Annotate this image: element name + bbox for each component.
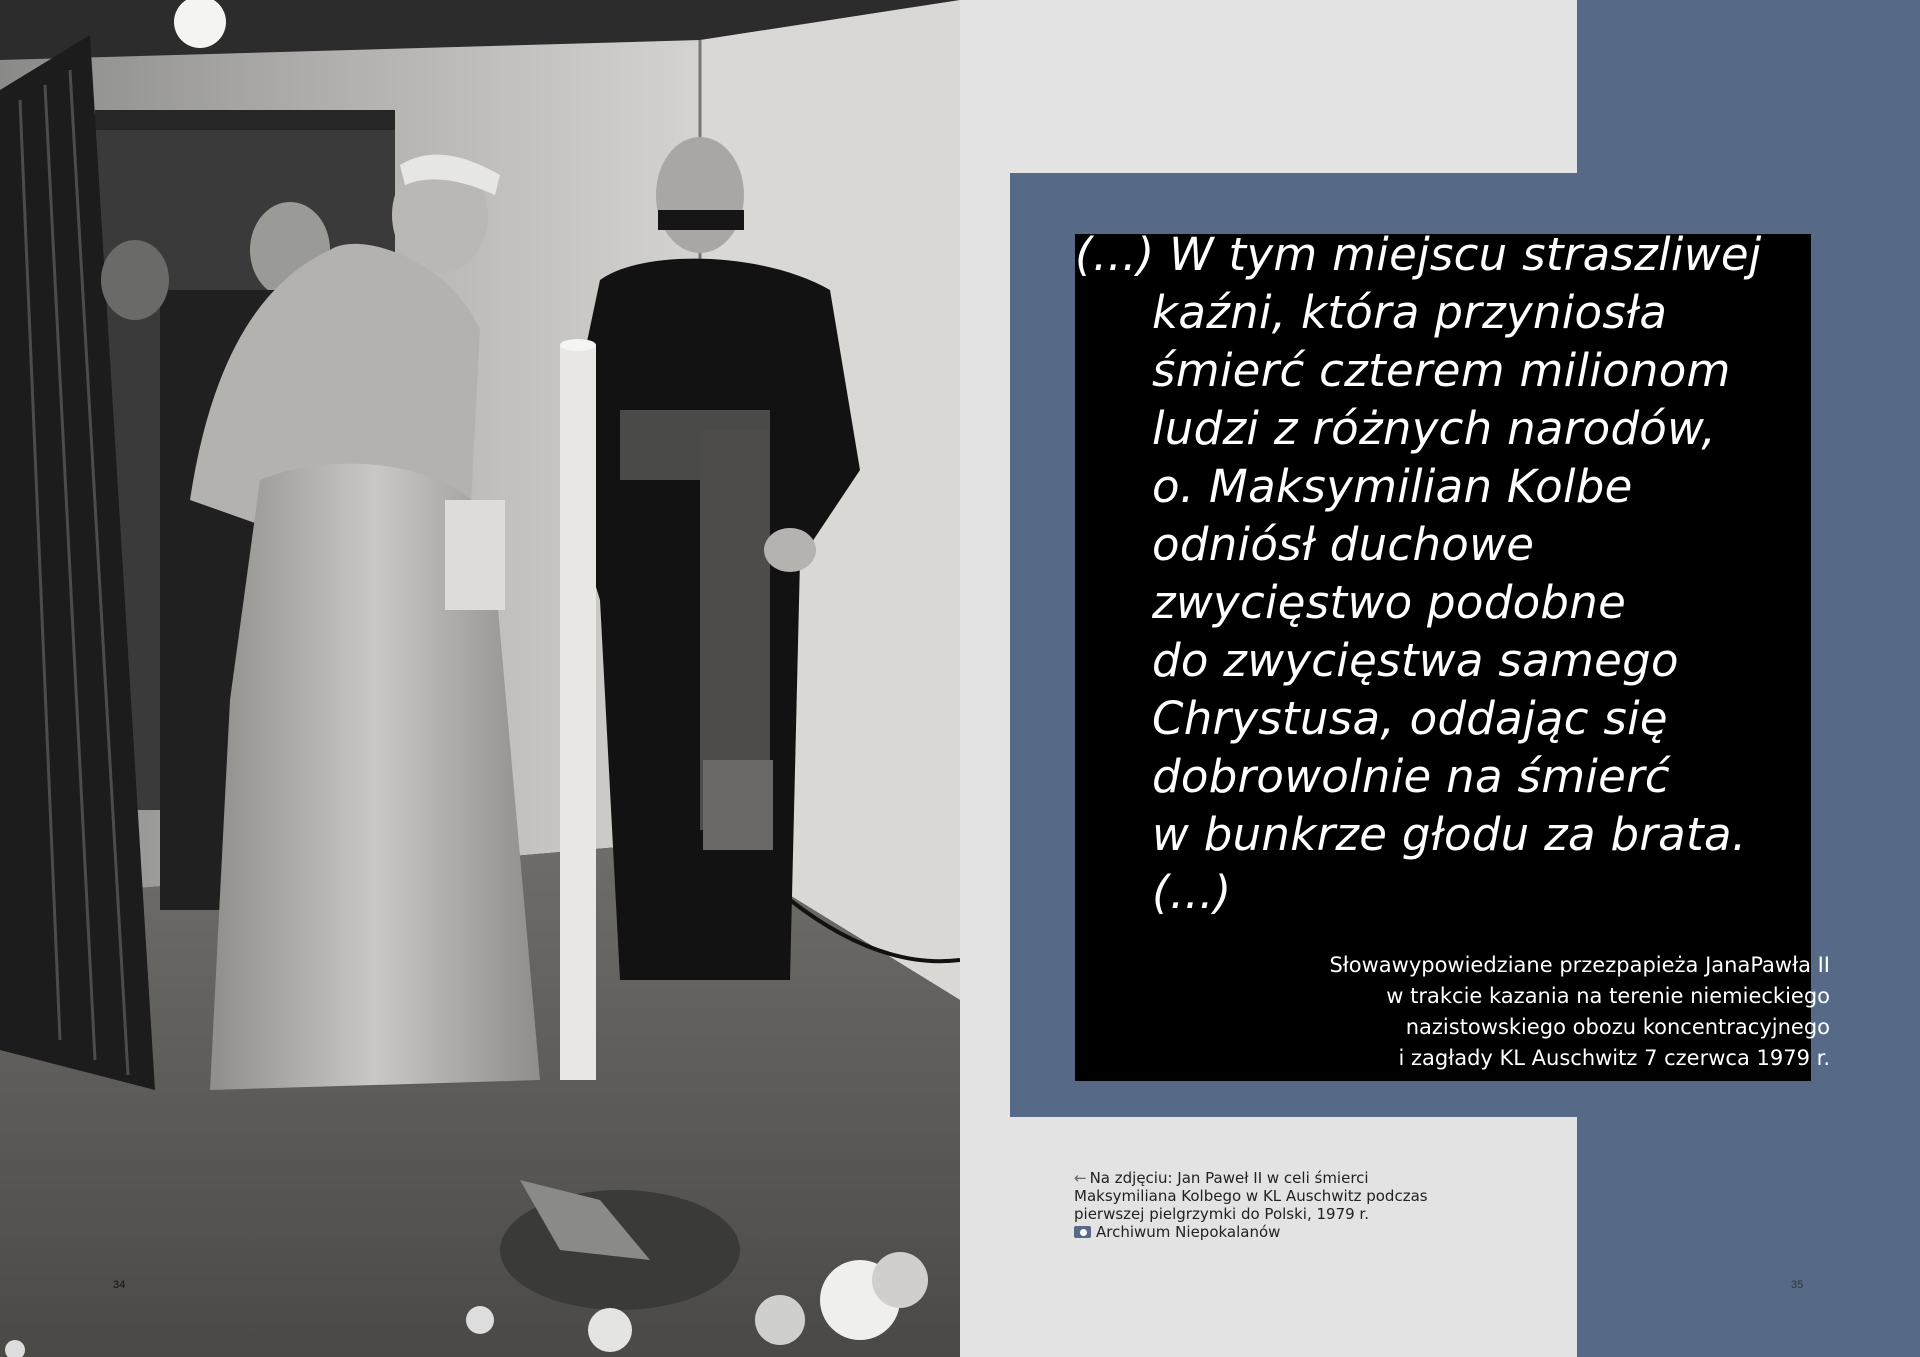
camera-icon [1074,1226,1091,1238]
credit-text: Archiwum Niepokalanów [1096,1223,1281,1241]
quote-line: Chrystusa, oddając się [1152,692,1668,745]
attribution-line: w trakcie kazania na terenie niemieckiego [1386,984,1830,1008]
page-number-left: 34 [113,1279,126,1291]
quote-line: ludzi z różnych narodów, [1152,402,1716,455]
caption-line: Maksymiliana Kolbego w KL Auschwitz podczas [1074,1187,1428,1205]
quote-line: kaźni, która przyniosła [1152,286,1668,339]
caption-text: Na zdjęciu: Jan Paweł II w celi śmierci [1089,1169,1369,1187]
quote-line: odniósł duchowe [1152,518,1535,571]
quote-line: (...) W tym miejscu straszliwej [1075,228,1762,281]
caption-line [1074,1169,1494,1187]
caption-credit [1074,1223,1494,1241]
quote-line: o. Maksymilian Kolbe [1152,460,1633,513]
quote-line: do zwycięstwa samego [1152,634,1679,687]
attribution-line: Słowawypowiedziane przezpapieża JanaPawła II [1329,953,1830,977]
quote-text [1075,226,1811,922]
quote-line: zwycięstwo podobne [1152,576,1627,629]
quote-line: (...) [1152,866,1232,919]
quote-line: dobrowolnie na śmierć [1152,750,1670,803]
attribution-line: nazistowskiego obozu koncentracyjnego [1405,1015,1830,1039]
quote-attribution [1150,950,1830,1074]
page-number-right: 35 [1791,1279,1804,1291]
quote-line: w bunkrze głodu za brata. [1152,808,1747,861]
quote-line: śmierć czterem milionom [1152,344,1731,397]
photo-caption [1074,1169,1494,1241]
attribution-line: i zagłady KL Auschwitz 7 czerwca 1979 r. [1398,1046,1830,1070]
caption-line: pierwszej pielgrzymki do Polski, 1979 r. [1074,1205,1369,1223]
arrow-left-icon: ← [1074,1169,1087,1187]
